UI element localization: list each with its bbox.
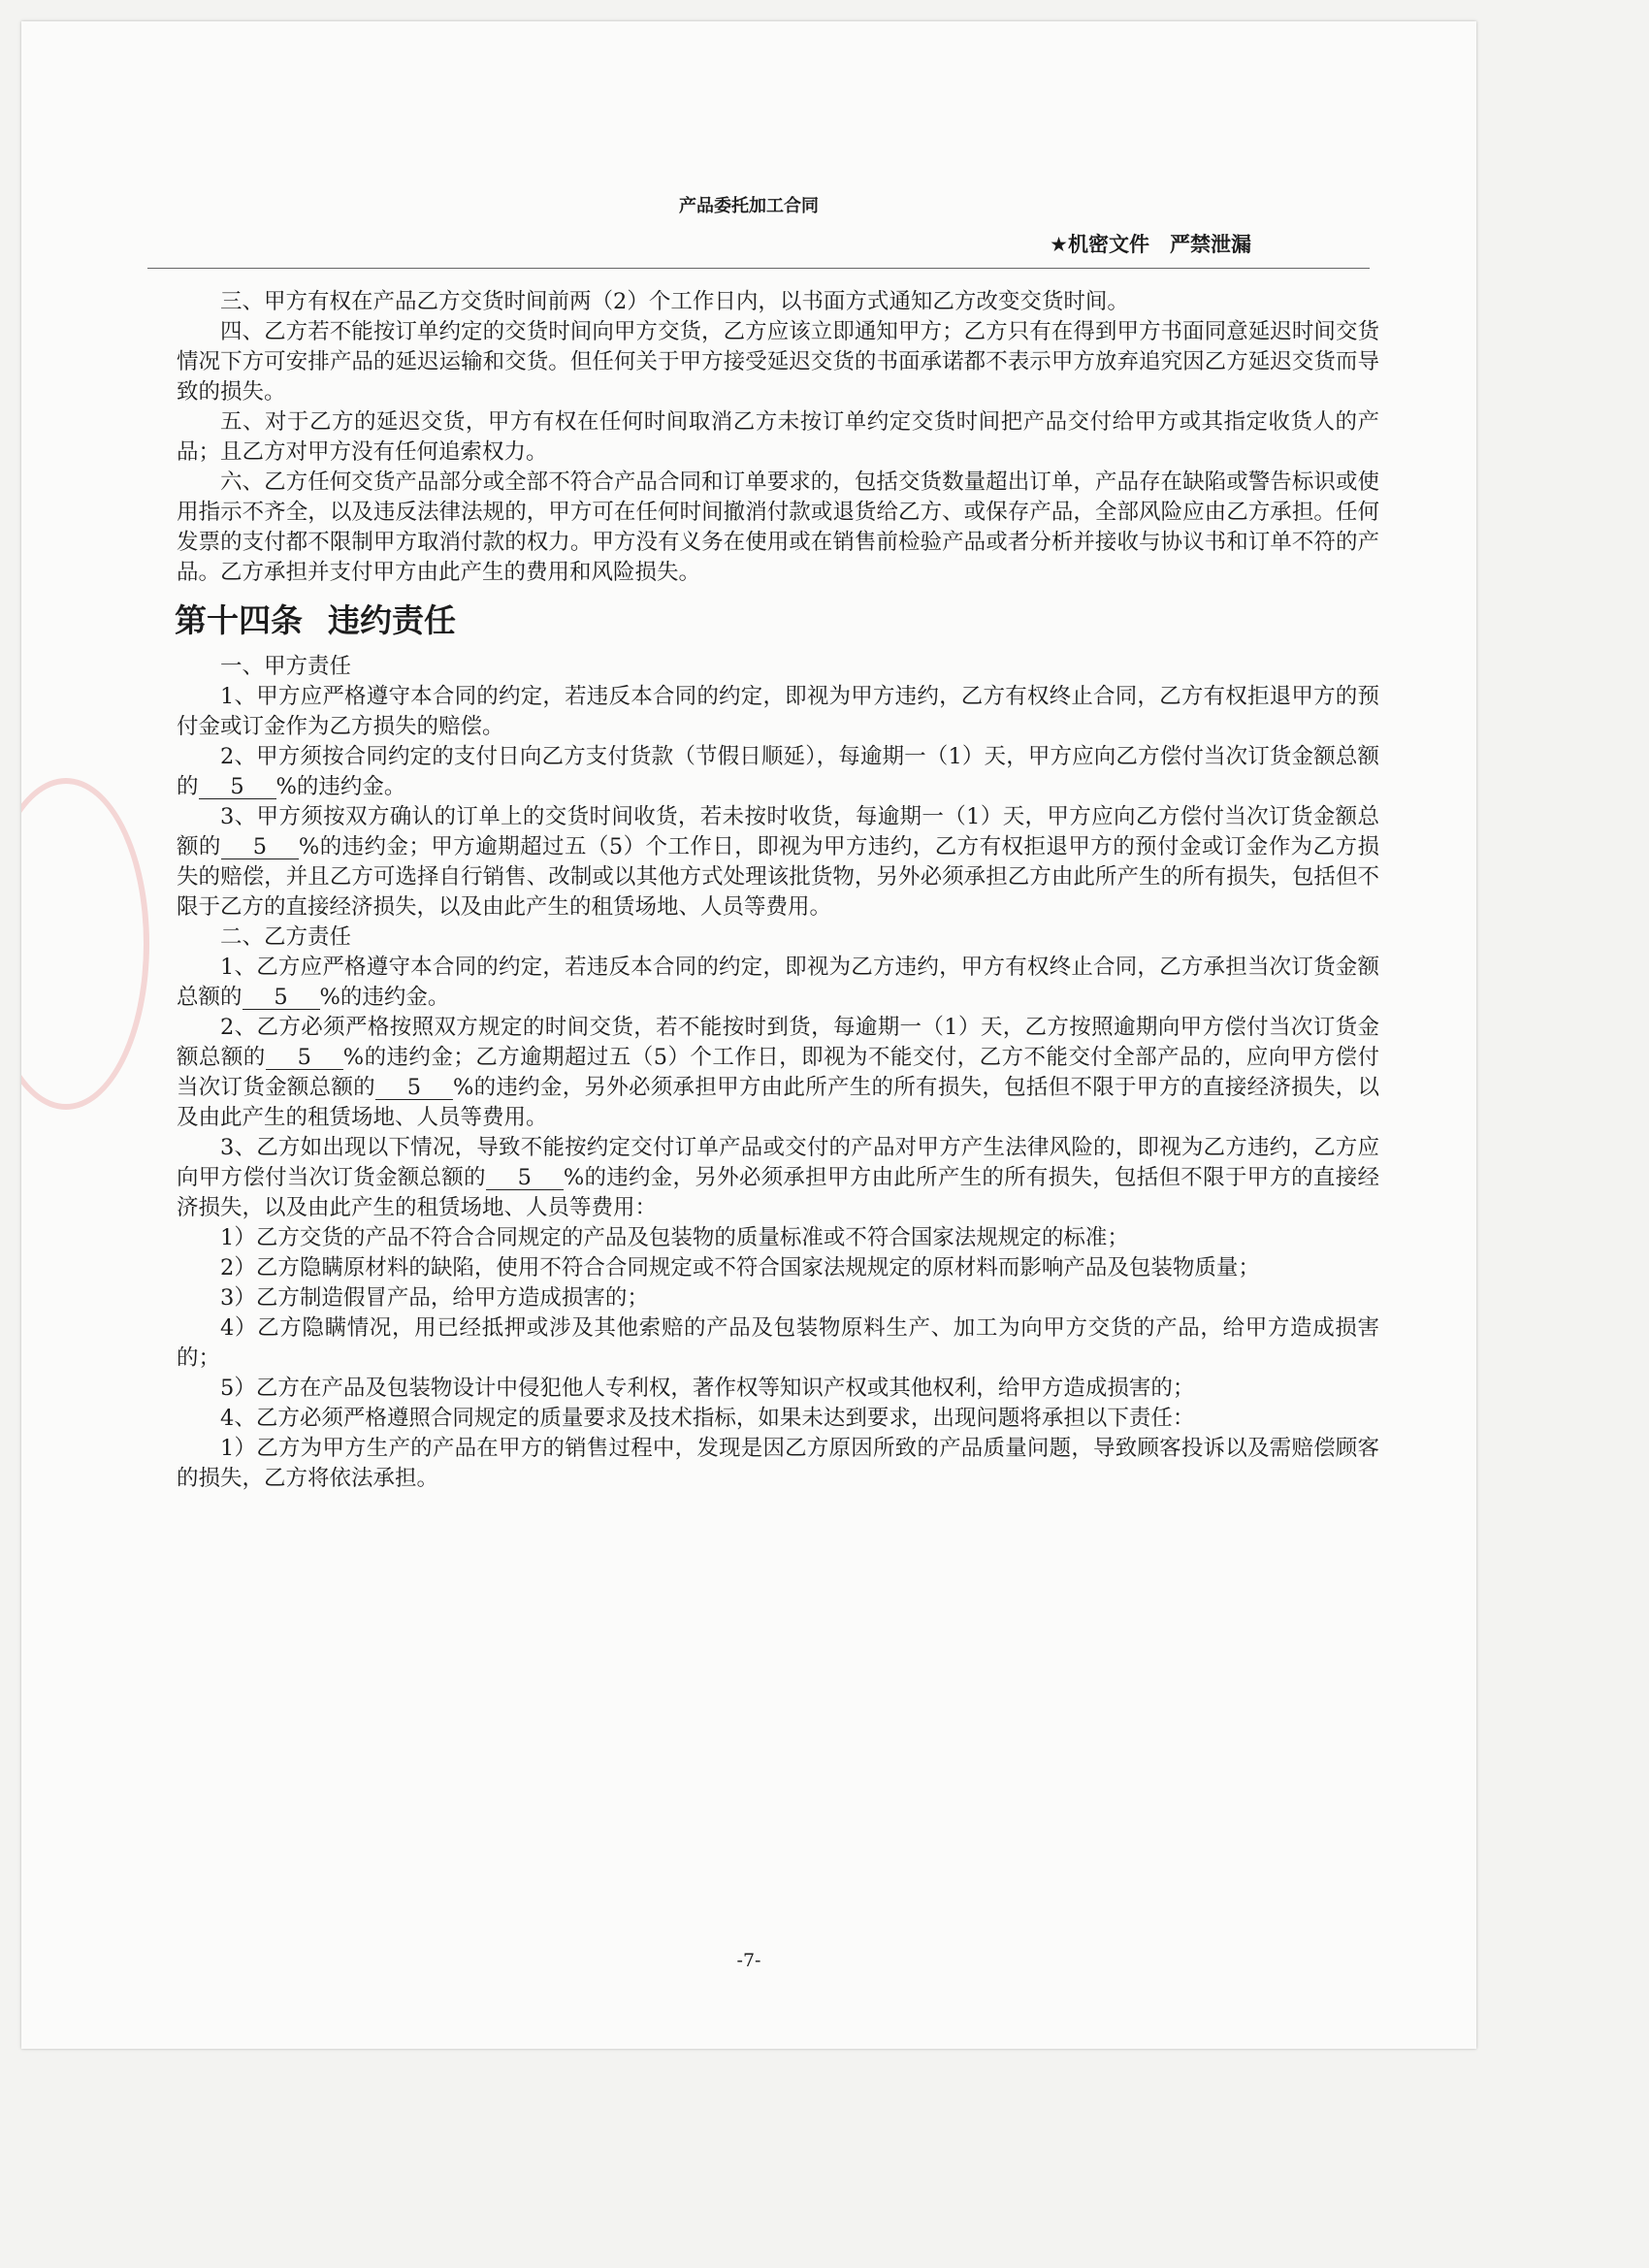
header-title: 产品委托加工合同	[679, 196, 819, 216]
paragraph-clause-3: 三、甲方有权在产品乙方交货时间前两（2）个工作日内，以书面方式通知乙方改变交货时间。	[220, 289, 1129, 314]
list-item: 1）乙方交货的产品不符合合同规定的产品及包装物的质量标准或不符合国家法规规定的标准；	[220, 1225, 1129, 1250]
article-title: 违约责任	[328, 601, 456, 639]
confidential-label: ★机密文件 严禁泄漏	[1050, 233, 1251, 256]
paragraph-clause-4: 四、乙方若不能按订单约定的交货时间向甲方交货，乙方应该立即通知甲方；乙方只有在得到甲方书面同意延迟时间交货情况下方可安排产品的延迟运输和交货。但任何关于甲方接受延迟交货的书面承诺都不表示甲方放弃追究因乙方延迟交货而导致的损失。	[177, 319, 1379, 405]
list-item: 5）乙方在产品及包装物设计中侵犯他人专利权，著作权等知识产权或其他权利，给甲方造成损害的；	[220, 1376, 1195, 1401]
blank-penalty-rate: 5	[486, 1166, 564, 1190]
party-a-clause-2: 2、甲方须按合同约定的支付日向乙方支付货款（节假日顺延），每逾期一（1）天，甲方应向乙方偿付当次订货金额总额的 5 %的违约金。	[177, 744, 1379, 799]
party-b-clause-3: 3、乙方如出现以下情况，导致不能按约定交付订单产品或交付的产品对甲方产生法律风险的，即视为乙方违约，乙方应向甲方偿付当次订货金额总额的 5 %的违约金，另外必须承担甲方由此所产生的所有损失，包括但不限于甲方的直接经济损失，以及由此产生的租赁场地、人员等费用：	[177, 1135, 1379, 1220]
blank-penalty-rate: 5	[242, 986, 320, 1010]
paragraph-clause-6: 六、乙方任何交货产品部分或全部不符合产品合同和订单要求的，包括交货数量超出订单，产品存在缺陷或警告标识或使用指示不齐全，以及违反法律法规的，甲方可在任何时间撤消付款或退货给乙方、或保存产品，全部风险应由乙方承担。任何发票的支付都不限制甲方取消付款的权力。甲方没有义务在使用或在销售前检验产品或者分析并接收与协议书和订单不符的产品。乙方承担并支付甲方由此产生的费用和风险损失。	[177, 470, 1379, 585]
blank-penalty-rate: 5	[221, 835, 299, 859]
document-page	[21, 21, 1476, 2049]
party-b-heading: 二、乙方责任	[220, 924, 352, 950]
blank-penalty-rate: 5	[375, 1076, 453, 1100]
party-b-clause-4: 4、乙方必须严格遵照合同规定的质量要求及技术指标，如果未达到要求，出现问题将承担以下责任：	[220, 1406, 1195, 1431]
list-item: 2）乙方隐瞒原材料的缺陷，使用不符合合同规定或不符合国家法规规定的原材料而影响产品及包装物质量；	[220, 1255, 1260, 1280]
blank-penalty-rate: 5	[266, 1046, 343, 1070]
article-number: 第十四条	[175, 601, 303, 639]
page-number: -7-	[736, 1950, 761, 1971]
list-item: 4）乙方隐瞒情况，用已经抵押或涉及其他索赔的产品及包装物原料生产、加工为向甲方交货的产品，给甲方造成损害的；	[177, 1315, 1379, 1371]
list-item: 3）乙方制造假冒产品，给甲方造成损害的；	[220, 1285, 649, 1311]
list-item: 1）乙方为甲方生产的产品在甲方的销售过程中，发现是因乙方原因所致的产品质量问题，导致顾客投诉以及需赔偿顾客的损失，乙方将依法承担。	[177, 1436, 1379, 1491]
document-body	[177, 287, 1379, 1494]
party-b-clause-2: 2、乙方必须严格按照双方规定的时间交货，若不能按时到货，每逾期一（1）天，乙方按照逾期向甲方偿付当次订货金额总额的 5 %的违约金；乙方逾期超过五（5）个工作日，即视为不能交付，乙方不能交付全部产品的，应向甲方偿付当次订货金额总额的 5 %的违约金，另外必须承担甲方由此所产生的所有损失，包括但不限于甲方的直接经济损失，以及由此产生的租赁场地、人员等费用。	[177, 1015, 1379, 1130]
party-a-clause-1: 1、甲方应严格遵守本合同的约定，若违反本合同的约定，即视为甲方违约，乙方有权终止合同，乙方有权拒退甲方的预付金或订金作为乙方损失的赔偿。	[177, 684, 1379, 739]
party-a-heading: 一、甲方责任	[220, 654, 352, 679]
header-divider	[147, 268, 1370, 269]
party-b-clause-1: 1、乙方应严格遵守本合同的约定，若违反本合同的约定，即视为乙方违约，甲方有权终止合同，乙方承担当次订货金额总额的 5 %的违约金。	[177, 955, 1379, 1010]
blank-penalty-rate: 5	[199, 775, 276, 799]
red-seal-stamp	[21, 778, 149, 1110]
party-a-clause-3: 3、甲方须按双方确认的订单上的交货时间收货，若未按时收货，每逾期一（1）天，甲方应向乙方偿付当次订货金额总额的 5 %的违约金；甲方逾期超过五（5）个工作日，即视为甲方违约，乙方有权拒退甲方的预付金或订金作为乙方损失的赔偿，并且乙方可选择自行销售、改制或以其他方式处理该批货物，另外必须承担乙方由此所产生的所有损失，包括但不限于乙方的直接经济损失，以及由此产生的租赁场地、人员等费用。	[177, 804, 1379, 920]
paragraph-clause-5: 五、对于乙方的延迟交货，甲方有权在任何时间取消乙方未按订单约定交货时间把产品交付给甲方或其指定收货人的产品；且乙方对甲方没有任何追索权力。	[177, 409, 1379, 465]
article-heading	[175, 599, 1379, 642]
